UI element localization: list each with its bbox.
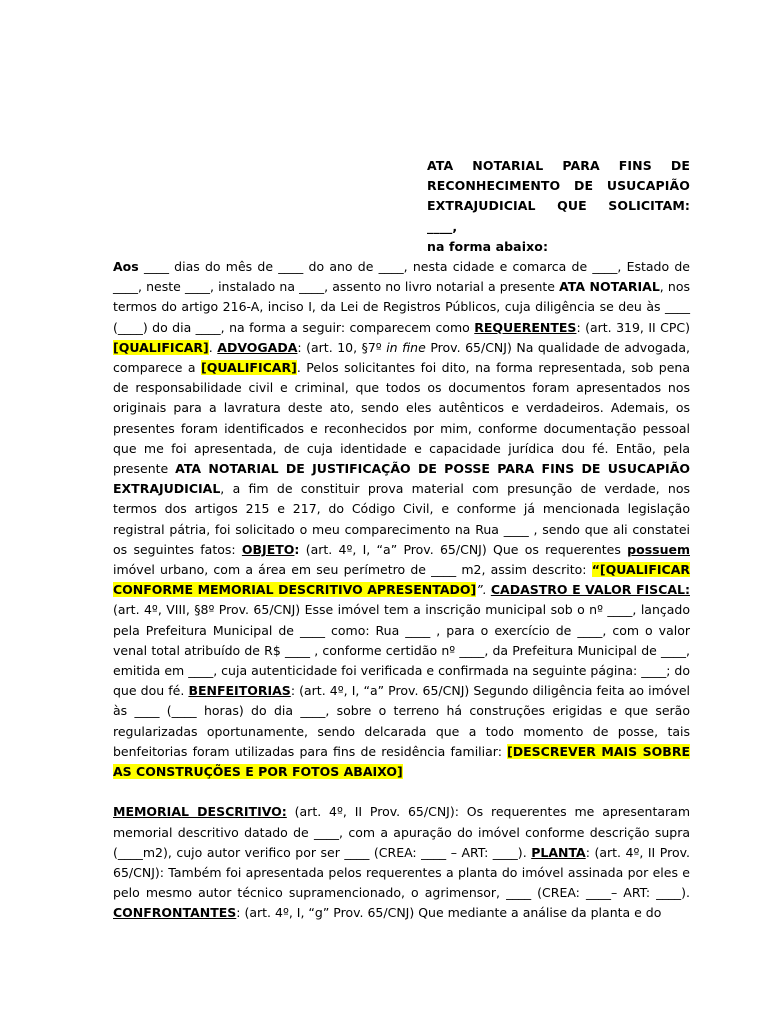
text: , nos termos do artigo 216-A, inciso I, da Lei de Registros Públicos, cuja diligência se deu às ____ (____) do dia ____, na forma a seguir: comparecem como [113,279,690,335]
text: Prov. 65/CNJ) Na qualidade de advogada, comparece a [113,339,691,376]
text: : (art. 4º, II Prov. 65/CNJ): Também foi apresentada pelos requerentes a planta do imóvel assinada por eles e pelo mesmo autor técnico supramencionado, o agrimensor, ____ (CREA: ____– ART: ____). [113,844,691,901]
document-body [113,257,690,944]
paragraph-opening [113,257,690,782]
title-line-3: EXTRAJUDICIAL QUE SOLICITAM: ____, [427,198,690,234]
text-bold-underline: possuem [627,541,690,557]
section-label-objeto: OBJETO [241,541,295,557]
text: . Pelos solicitantes foi dito, na forma representada, sob pena de responsabilidade civil e criminal, que todos os documentos foram apresentados nos originais para a lavratura deste ato, sendo eles autênticos e verdadeiros. Ademais, os presentes foram identificados e reconhecidos por mim, conforme documentação pessoal que me foi apresentada, de cuja identidade e capacidade jurídica dou fé. Então, pela presente [113,360,690,477]
placeholder-highlight: [DESCREVER MAIS SOBRE AS CONSTRUÇÕES E POR FOTOS ABAIXO] [113,743,690,780]
placeholder-highlight: [QUALIFICAR] [201,360,297,376]
text: : (art. 10, §7º [297,339,387,355]
paragraph-memorial [113,802,690,923]
text: imóvel urbano, com a área em seu perímetro de ____ m2, assim descrito: [113,562,592,578]
section-label-cadastro: CADASTRO E VALOR FISCAL: [490,582,690,598]
placeholder-highlight: [QUALIFICAR] [113,339,209,355]
section-label-advogada: ADVOGADA [217,339,298,355]
text-italic: ”. [476,582,491,598]
title-line-4: na forma abaixo: [427,238,549,254]
text-bold: : [294,541,300,557]
text: ____ dias do mês de ____ do ano de ____, nesta cidade e comarca de ____, Estado de ____, neste ____, instalado na ____, assento no livro notarial a presente [113,259,690,295]
text: : (art. 4º, I, “a” Prov. 65/CNJ) Segundo diligência feita ao imóvel às ____ (____ horas) do dia ____, sobre o terreno há construções erigidas e que serão regularizadas oportunamente, sendo delcarada que a todo momento de posse, tais benfeitorias foram utilizadas para fins de residência familiar: [113,683,690,759]
text: (art. 4º, I, “a” Prov. 65/CNJ) Que os requerentes [299,541,628,557]
section-label-benfeitorias: BENFEITORIAS [188,683,291,699]
text: , a fim de constituir prova material com presunção de verdade, nos termos dos artigos 215 e 217, do Código Civil, e conforme já mencionada legislação registral pátria, foi solicitado o meu comparecimento na Rua ____ , sendo que ali constatei os seguintes fatos: [113,481,690,557]
section-label-confrontantes: CONFRONTANTES [113,905,237,921]
text: . [208,339,218,355]
text-bold: ATA NOTARIAL DE JUSTIFICAÇÃO DE POSSE PARA FINS DE USUCAPIÃO EXTRAJUDICIAL [113,461,690,497]
document-title [427,156,690,257]
section-label-memorial: MEMORIAL DESCRITIVO: [113,804,287,820]
section-label-requerentes: REQUERENTES [474,319,577,335]
section-label-planta: PLANTA [531,844,586,860]
placeholder-highlight: “[QUALIFICAR CONFORME MEMORIAL DESCRITIVO APRESENTADO] [113,562,690,598]
title-line-1: ATA NOTARIAL PARA FINS DE [427,158,690,173]
text: : (art. 319, II CPC) [576,319,690,335]
text-bold: ATA NOTARIAL [559,279,660,295]
text-italic: in fine [386,339,426,355]
text-bold: Aos [113,259,139,274]
text: : (art. 4º, I, “g” Prov. 65/CNJ) Que mediante a análise da planta e do [236,905,662,921]
text: (art. 4º, VIII, §8º Prov. 65/CNJ) Esse imóvel tem a inscrição municipal sob o nº ____, lançado pela Prefeitura Municipal de ____ como: Rua ____ , para o exercício de ____, com o valor venal total atribuído de R$ ____ , conforme certidão nº ____, da Prefeitura Municipal de ____, emitida em ____, cuja autenticidade foi verificada e confirmada na seguinte página: ____; do que dou fé. [113,602,690,699]
title-line-2: RECONHECIMENTO DE USUCAPIÃO [427,178,690,194]
text: (art. 4º, II Prov. 65/CNJ): Os requerentes me apresentaram memorial descritivo datado de ____, com a apuração do imóvel conforme descrição supra (____m2), cujo autor verifico por ser ____ (CREA: ____ – ART: ____). [113,804,691,860]
